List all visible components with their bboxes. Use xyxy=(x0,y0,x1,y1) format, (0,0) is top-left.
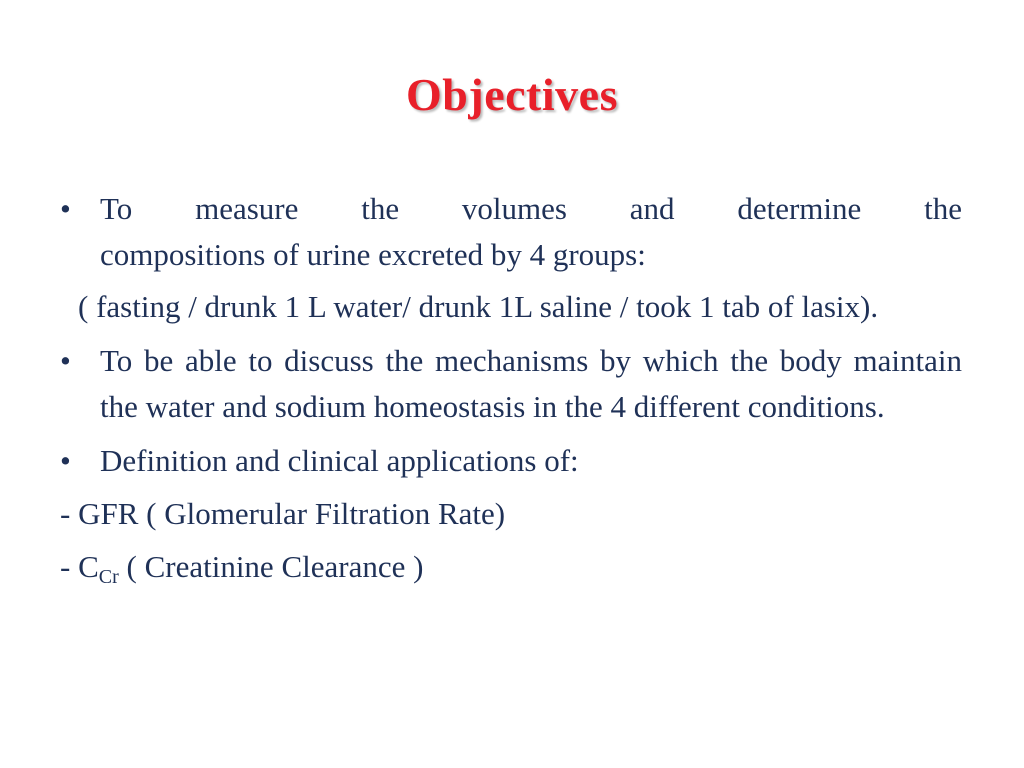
dash-item-ccr-prefix: - C xyxy=(60,549,99,584)
slide-title: Objectives xyxy=(406,69,618,120)
bullet-icon: • xyxy=(60,343,71,378)
dash-item-ccr-subscript: Cr xyxy=(98,566,119,588)
objective-item-2 xyxy=(60,338,962,430)
objective-item-3-text: Definition and clinical applications of: xyxy=(100,443,579,478)
bullet-icon: • xyxy=(60,191,71,226)
objective-item-1 xyxy=(60,186,962,278)
objective-item-1-groups: ( fasting / drunk 1 L water/ drunk 1L saline / took 1 tab of lasix). xyxy=(78,289,879,324)
dash-item-gfr xyxy=(60,491,962,537)
objective-item-2-text: To be able to discuss the mechanisms by which the body maintain the water and sodium homeostasis in the 4 different conditions. xyxy=(100,343,962,424)
bullet-icon: • xyxy=(60,443,71,478)
dash-item-ccr xyxy=(60,544,962,600)
dash-item-gfr-text: GFR ( Glomerular Filtration Rate) xyxy=(78,496,506,531)
dash-item-ccr-text: ( Creatinine Clearance ) xyxy=(118,549,424,584)
objective-item-1-rest: compositions of urine excreted by 4 groups: xyxy=(100,237,646,272)
dash-item-gfr-prefix: - xyxy=(60,496,79,531)
objective-item-3 xyxy=(60,438,962,484)
objective-item-1-first-line: To measure the volumes and determine the xyxy=(100,191,962,226)
slide-body xyxy=(60,186,962,600)
